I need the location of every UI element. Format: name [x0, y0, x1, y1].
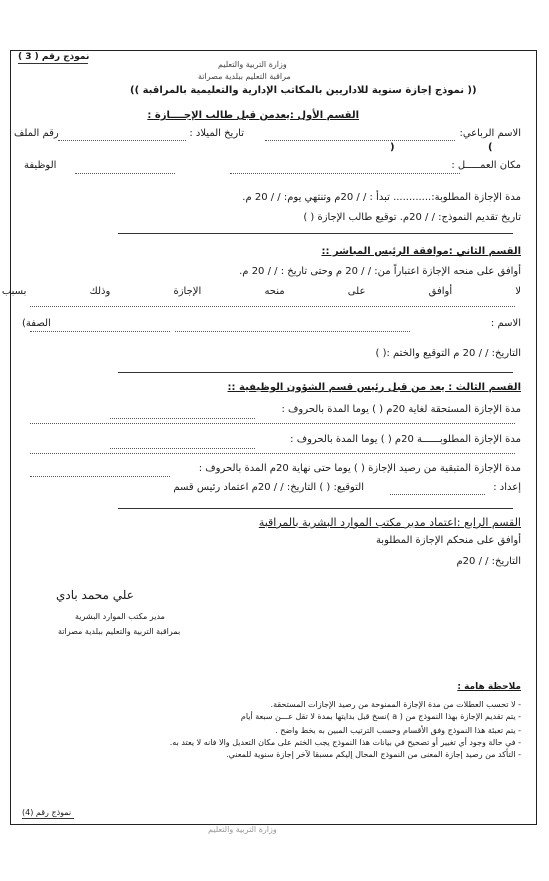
section3-divider: [118, 508, 513, 509]
requested-leave-words[interactable]: [110, 448, 255, 449]
signatory-name: علي محمد بادي: [56, 588, 134, 602]
approval-options: لا أوافق على منحه الإجازة وذلك بسبب: [1, 286, 521, 297]
name-label: الاسم الرباعي:: [459, 128, 521, 139]
note-item: - في حالة وجود أي تغيير أو تصحيح في بيانات هذا النموذج يجب الختم على مكان التعديل والا فانه لا يعتد به.: [169, 738, 521, 747]
section3-sign-line: التوقيع: ( ) التاريخ: / / 20م اعتماد رئيس قسم: [173, 482, 364, 493]
name-field[interactable]: [265, 140, 455, 141]
approval-line: أوافق على منحه الإجازة اعتباراً من: / / 20 م وحتى تاريخ : / / 20 م.: [239, 266, 521, 277]
note-item: - لا تحسب العطلات من مدة الإجازة الممنوحة من رصيد الإجازات المستحقة.: [270, 700, 521, 709]
remaining-leave-line: مدة الإجازة المتبقية من رصيد الإجازة ( ) يوما حتى نهاية 20م المدة بالحروف :: [198, 463, 521, 474]
footer-form-number: نموذج رقم (4): [22, 808, 72, 817]
reason-field[interactable]: [30, 306, 515, 307]
note-item: - يتم تعبئة هذا النموذج وفق الأقسام وحسب الترتيب المبين به بخط واضح .: [275, 726, 521, 735]
footer-form-underline: [22, 818, 74, 819]
birth-date-field[interactable]: [58, 140, 186, 141]
work-place-label: مكان العمـــــل :: [451, 160, 521, 171]
file-number-label: رقم الملف: [14, 128, 59, 139]
section2-divider: [118, 372, 513, 373]
section4-approval: أوافق على منحكم الإجازة المطلوبة: [375, 535, 521, 546]
approver-title-field[interactable]: [30, 331, 170, 332]
note-item: - التأكد من رصيد إجازة المعنى من النموذج المحال إليكم مسبقا لآخر إجازة سنوية للمعني.: [226, 750, 521, 759]
entitled-leave-line: مدة الإجازة المستحقة لغاية 20م ( ) يوما المدة بالحروف :: [281, 404, 521, 415]
entitled-leave-words[interactable]: [110, 418, 255, 419]
job-label: الوظيفة: [24, 160, 57, 171]
office-name: مراقبة التعليم ببلدية مصراتة: [198, 72, 291, 81]
signatory-position: مدير مكتب الموارد البشرية: [75, 612, 165, 621]
section1-heading: القسم الأول :يعدمن قبل طالب الإجــــازة :: [147, 110, 359, 121]
signatory-office: بمراقبة التربية والتعليم ببلدية مصراتة: [58, 627, 181, 636]
note-item: - يتم تقديم الإجازة بهذا النموذج من ( a )نسخ قبل بدايتها بمدة لا تقل عـــن سبعة أيام: [240, 712, 521, 721]
ministry-name: وزارة التربية والتعليم: [218, 60, 287, 69]
section3-heading: القسم الثالث : يعد من قبل رئيس قسم الشؤون الوظيفية ::: [227, 382, 521, 393]
next-page-ministry: وزارة التربية والتعليم: [208, 825, 277, 834]
submit-date-line: تاريخ تقديم النموذج: / / 20م. توقيع طالب الإجازة ( ): [303, 212, 521, 223]
birth-date-label: تاريخ الميلاد :: [189, 128, 244, 139]
requested-leave-line: مدة الإجازة المطلوبــــــة 20م ( ) يوما المدة بالحروف :: [290, 434, 521, 445]
section2-heading: القسم الثاني :موافقة الرئيس المباشر ::: [321, 246, 521, 257]
prepared-field[interactable]: [390, 494, 485, 495]
section3-dotline-1: [30, 423, 515, 424]
duration-line: مدة الإجازة المطلوبة:............ تبدأ : / / 20م وتنتهي يوم: / / 20 م.: [242, 192, 521, 203]
approver-name-field[interactable]: [175, 331, 410, 332]
approval-date-line: التاريخ: / / 20 م التوقيع والختم :( ): [375, 348, 521, 359]
form-title: (( نموذج إجازة سنوية للاداريين بالمكاتب الإدارية والتعليمية بالمراقبة )): [130, 85, 477, 96]
notes-heading: ملاحظة هامة :: [457, 682, 521, 692]
section4-date: التاريخ: / / 20م: [456, 556, 521, 567]
section1-divider: [118, 233, 513, 234]
paren-open: ): [488, 142, 493, 153]
section4-heading: القسم الرابع :اعتماد مدير مكتب الموارد البشرية بالمراقبة: [258, 516, 521, 529]
section3-dotline-2: [30, 453, 515, 454]
approver-title-label: الصفة): [22, 318, 51, 329]
paren-close: (: [390, 142, 395, 153]
job-field[interactable]: [75, 173, 175, 174]
form-number-label: نموذج رقم ( 3 ): [18, 52, 90, 62]
remaining-leave-words[interactable]: [30, 476, 170, 477]
work-place-field[interactable]: [230, 173, 460, 174]
prepared-label: إعداد :: [493, 482, 521, 493]
approver-name-label: الاسم :: [490, 318, 521, 329]
